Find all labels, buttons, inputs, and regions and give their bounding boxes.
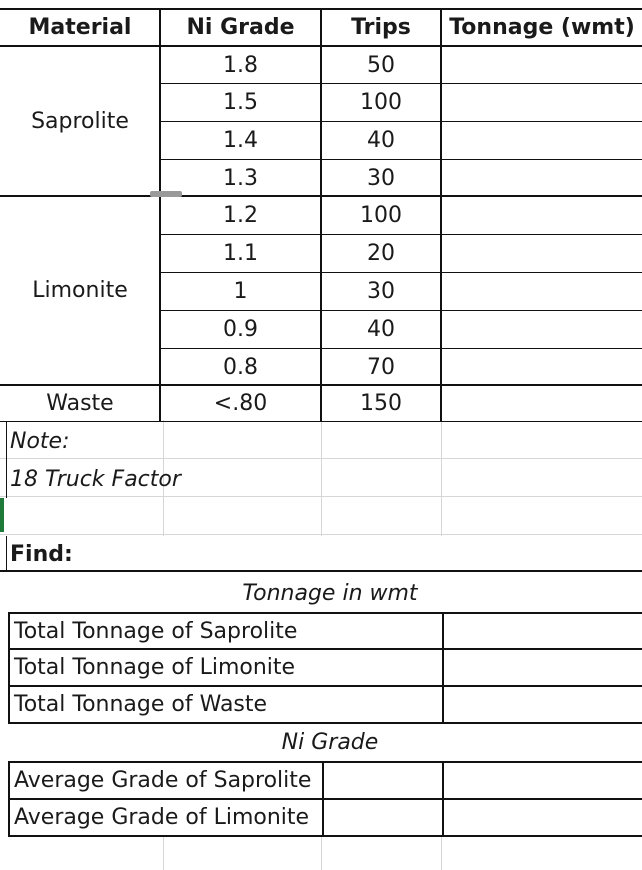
active-row-indicator xyxy=(0,498,4,532)
tonnage-cell[interactable] xyxy=(442,84,642,120)
grade-heading[interactable]: Ni Grade xyxy=(281,730,379,755)
note-text[interactable]: 18 Truck Factor xyxy=(10,466,181,492)
grade-cell[interactable]: 1.5 xyxy=(223,89,258,115)
grade-cell[interactable]: 1.3 xyxy=(223,165,258,191)
trips-cell[interactable]: 30 xyxy=(367,165,395,191)
waste-trips[interactable]: 150 xyxy=(360,391,402,416)
grade-cell[interactable]: 1.4 xyxy=(223,127,258,153)
tonnage-cell[interactable] xyxy=(442,311,642,347)
grade-cell[interactable]: 1.1 xyxy=(223,240,258,266)
tonnage-cell[interactable] xyxy=(442,235,642,271)
tonnage-cell[interactable] xyxy=(442,47,642,83)
gridline xyxy=(321,420,322,536)
grade-cell[interactable]: 1 xyxy=(233,278,248,304)
border xyxy=(442,761,444,837)
grade-cell[interactable]: 0.8 xyxy=(223,354,258,380)
material-limonite[interactable]: Limonite xyxy=(32,278,128,303)
tonnage-cell[interactable] xyxy=(442,349,642,385)
trips-cell[interactable]: 30 xyxy=(367,278,395,304)
border xyxy=(442,612,444,724)
trips-cell[interactable]: 50 xyxy=(367,52,395,78)
trips-cell[interactable]: 100 xyxy=(360,202,402,228)
tonnage-cell[interactable] xyxy=(442,273,642,309)
waste-grade[interactable]: <.80 xyxy=(213,391,268,416)
tonnage-heading[interactable]: Tonnage in wmt xyxy=(242,580,418,606)
trips-cell[interactable]: 100 xyxy=(360,89,402,115)
tonnage-cell[interactable] xyxy=(442,122,642,158)
grade-item-limonite[interactable]: Average Grade of Limonite xyxy=(14,805,310,830)
waste-tonnage[interactable] xyxy=(442,386,642,421)
header-trips[interactable]: Trips xyxy=(351,15,411,40)
header-ni-grade[interactable]: Ni Grade xyxy=(186,15,295,40)
grade-cell[interactable]: 1.8 xyxy=(223,52,258,78)
tonnage-item-saprolite[interactable]: Total Tonnage of Saprolite xyxy=(14,618,298,644)
material-saprolite[interactable]: Saprolite xyxy=(31,108,129,134)
border xyxy=(8,835,642,837)
gridline xyxy=(163,836,164,870)
trips-cell[interactable]: 70 xyxy=(367,354,395,380)
header-tonnage[interactable]: Tonnage (wmt) xyxy=(449,15,635,40)
gridline xyxy=(441,420,442,536)
tonnage-item-waste[interactable]: Total Tonnage of Waste xyxy=(14,692,268,717)
tonnage-item-limonite[interactable]: Total Tonnage of Limonite xyxy=(14,655,296,680)
header-material[interactable]: Material xyxy=(28,15,132,40)
note-label[interactable]: Note: xyxy=(10,428,70,454)
gridline xyxy=(0,534,642,535)
material-waste[interactable]: Waste xyxy=(46,391,114,416)
gridline xyxy=(441,836,442,870)
tonnage-cell[interactable] xyxy=(442,160,642,196)
trips-cell[interactable]: 20 xyxy=(367,240,395,266)
grade-cell[interactable]: 1.2 xyxy=(223,202,258,228)
grade-cell[interactable]: 0.9 xyxy=(223,316,258,342)
grade-item-saprolite[interactable]: Average Grade of Saprolite xyxy=(14,768,312,793)
trips-cell[interactable]: 40 xyxy=(367,127,395,153)
tonnage-cell[interactable] xyxy=(442,197,642,233)
trips-cell[interactable]: 40 xyxy=(367,316,395,342)
find-label[interactable]: Find: xyxy=(10,541,73,567)
gridline xyxy=(321,836,322,870)
